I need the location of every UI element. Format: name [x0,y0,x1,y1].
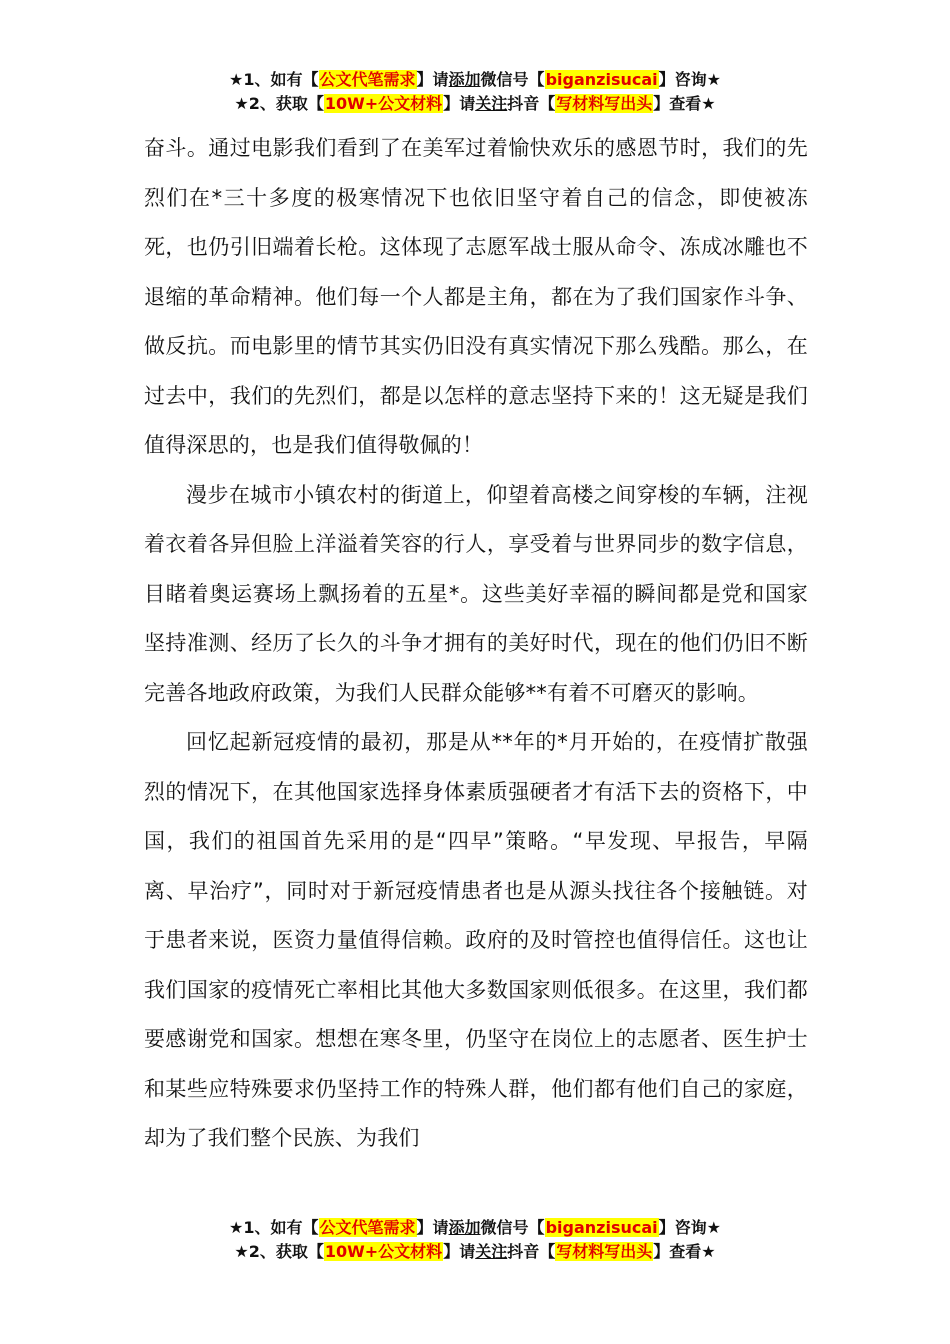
footer-line1-emphasis: 添加 [448,1218,481,1237]
header-line1-highlight-service: 公文代笔需求 [319,70,416,89]
footer-line1-highlight-wechat: biganzisucai [545,1218,658,1237]
header-line2-prefix: ★2、获取【 [234,94,324,113]
footer-banner [0,1216,950,1264]
footer-line1-middle2: 微信号【 [480,1218,545,1237]
header-line1-highlight-wechat: biganzisucai [545,70,658,89]
footer-line2-suffix: 】查看★ [653,1242,716,1261]
paragraph-3: 回忆起新冠疫情的最初，那是从**年的*月开始的，在疫情扩散强烈的情况下，在其他国家选择身体素质强硬者才有活下去的资格下，中国，我们的祖国首先采用的是“四早”策略。“早发现、早报告，早隔离、早治疗”，同时对于新冠疫情患者也是从源头找往各个接触链。对于患者来说，医资力量值得信赖。政府的及时管控也值得信任。这也让我们国家的疫情死亡率相比其他大多数国家则低很多。在这里，我们都要感谢党和国家。想想在寒冬里，仍坚守在岗位上的志愿者、医生护士和某些应特殊要求仍坚持工作的特殊人群，他们都有他们自己的家庭，却为了我们整个民族、为我们 [144,730,808,1150]
footer-line2-highlight-douyin: 写材料写出头 [556,1242,653,1261]
footer-line2-emphasis: 关注 [475,1242,508,1261]
document-body [144,124,808,1214]
footer-line1-suffix: 】咨询★ [658,1218,721,1237]
header-line2-emphasis: 关注 [475,94,508,113]
paragraph-1: 奋斗。通过电影我们看到了在美军过着愉快欢乐的感恩节时，我们的先烈们在*三十多度的极寒情况下也依旧坚守着自己的信念，即使被冻死，也仍引旧端着长枪。这体现了志愿军战士服从命令、冻成冰雕也不退缩的革命精神。他们每一个人都是主角，都在为了我们国家作斗争、做反抗。而电影里的情节其实仍旧没有真实情况下那么残酷。那么，在过去中，我们的先烈们，都是以怎样的意志坚持下来的！这无疑是我们值得深思的，也是我们值得敬佩的！ [144,136,808,457]
header-line1-middle1: 】请 [416,70,449,89]
header-line1-middle2: 微信号【 [480,70,545,89]
header-banner-line-2 [0,92,950,116]
header-line2-middle1: 】请 [443,94,476,113]
footer-banner-line-2 [0,1240,950,1264]
footer-line1-highlight-service: 公文代笔需求 [319,1218,416,1237]
footer-line2-middle1: 】请 [443,1242,476,1261]
header-banner-line-1 [0,68,950,92]
header-line1-emphasis: 添加 [448,70,481,89]
header-banner [0,68,950,116]
footer-line1-prefix: ★1、如有【 [229,1218,319,1237]
paragraph-2: 漫步在城市小镇农村的街道上，仰望着高楼之间穿梭的车辆，注视着衣着各异但脸上洋溢着笑容的行人，享受着与世界同步的数字信息，目睹着奥运赛场上飘扬着的五星*。这些美好幸福的瞬间都是党和国家坚持准测、经历了长久的斗争才拥有的美好时代，现在的他们仍旧不断完善各地政府政策，为我们人民群众能够**有着不可磨灭的影响。 [144,482,808,705]
header-line1-suffix: 】咨询★ [658,70,721,89]
footer-banner-line-1 [0,1216,950,1240]
header-line2-middle2: 抖音【 [507,94,556,113]
header-line2-highlight-douyin: 写材料写出头 [556,94,653,113]
footer-line1-middle1: 】请 [416,1218,449,1237]
header-line2-suffix: 】查看★ [653,94,716,113]
footer-line2-middle2: 抖音【 [507,1242,556,1261]
footer-line2-highlight-materials: 10W+公文材料 [324,1242,443,1261]
header-line2-highlight-materials: 10W+公文材料 [324,94,443,113]
footer-line2-prefix: ★2、获取【 [234,1242,324,1261]
header-line1-prefix: ★1、如有【 [229,70,319,89]
